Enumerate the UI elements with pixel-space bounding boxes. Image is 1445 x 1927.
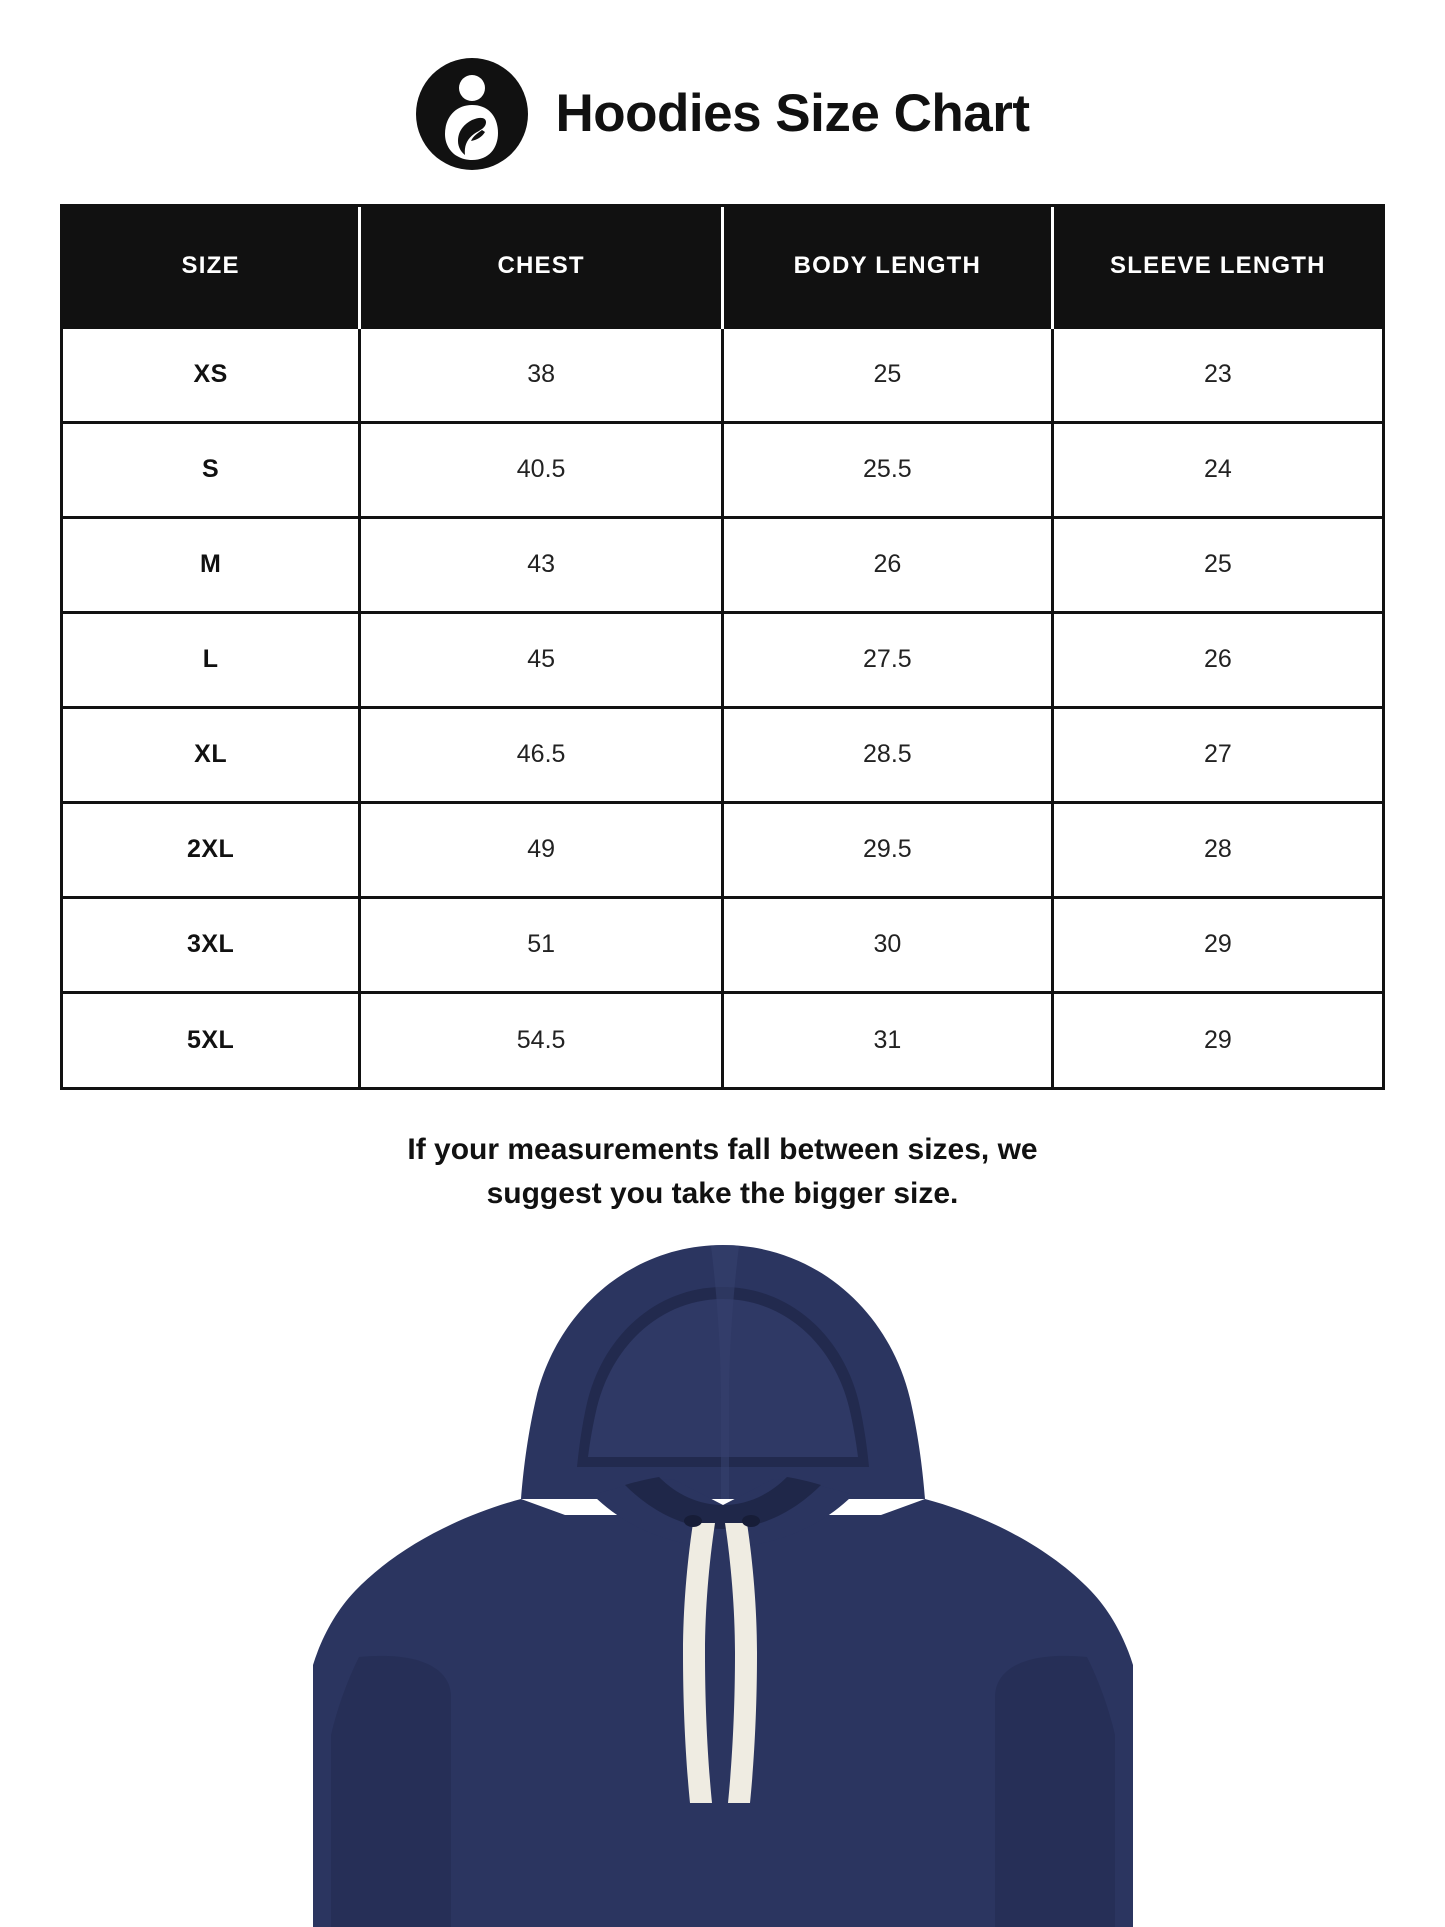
- cell-body-length: 30: [722, 897, 1052, 992]
- table-header-row: [63, 207, 1382, 327]
- cell-size: 5XL: [63, 992, 360, 1087]
- cell-body-length: 27.5: [722, 612, 1052, 707]
- table-row: [63, 992, 1382, 1087]
- cell-chest: 38: [360, 327, 723, 422]
- cell-size: L: [63, 612, 360, 707]
- page-title: Hoodies Size Chart: [555, 83, 1030, 143]
- size-chart-table-container: [60, 204, 1385, 1090]
- cell-body-length: 25: [722, 327, 1052, 422]
- page-header: [0, 0, 1445, 180]
- cell-sleeve-length: 28: [1052, 802, 1382, 897]
- cell-sleeve-length: 23: [1052, 327, 1382, 422]
- cell-size: XL: [63, 707, 360, 802]
- cell-chest: 43: [360, 517, 723, 612]
- table-row: [63, 802, 1382, 897]
- cell-chest: 54.5: [360, 992, 723, 1087]
- cell-sleeve-length: 29: [1052, 992, 1382, 1087]
- sizing-note-line-1: If your measurements fall between sizes, we: [407, 1133, 1038, 1166]
- cell-sleeve-length: 25: [1052, 517, 1382, 612]
- table-row: [63, 327, 1382, 422]
- column-header-body-length: BODY LENGTH: [722, 207, 1052, 327]
- cell-sleeve-length: 27: [1052, 707, 1382, 802]
- cell-chest: 49: [360, 802, 723, 897]
- cell-body-length: 31: [722, 992, 1052, 1087]
- cell-body-length: 25.5: [722, 422, 1052, 517]
- column-header-sleeve-length: SLEEVE LENGTH: [1052, 207, 1382, 327]
- person-in-circle-logo-icon: [416, 58, 528, 170]
- cell-chest: 45: [360, 612, 723, 707]
- cell-size: M: [63, 517, 360, 612]
- cell-sleeve-length: 29: [1052, 897, 1382, 992]
- cell-body-length: 29.5: [722, 802, 1052, 897]
- cell-chest: 51: [360, 897, 723, 992]
- table-row: [63, 422, 1382, 517]
- cell-sleeve-length: 26: [1052, 612, 1382, 707]
- table-row: [63, 612, 1382, 707]
- sizing-note-line-2: suggest you take the bigger size.: [486, 1176, 959, 1210]
- table-row: [63, 517, 1382, 612]
- cell-chest: 46.5: [360, 707, 723, 802]
- cell-size: XS: [63, 327, 360, 422]
- table-row: [63, 897, 1382, 992]
- size-chart-table: [63, 207, 1382, 1087]
- column-header-chest: CHEST: [360, 207, 723, 327]
- sizing-note: [273, 1128, 1173, 1215]
- cell-size: S: [63, 422, 360, 517]
- column-header-size: SIZE: [63, 207, 360, 327]
- cell-body-length: 26: [722, 517, 1052, 612]
- cell-size: 2XL: [63, 802, 360, 897]
- cell-body-length: 28.5: [722, 707, 1052, 802]
- navy-hoodie-photo: [0, 1227, 1445, 1927]
- cell-size: 3XL: [63, 897, 360, 992]
- table-row: [63, 707, 1382, 802]
- cell-sleeve-length: 24: [1052, 422, 1382, 517]
- cell-chest: 40.5: [360, 422, 723, 517]
